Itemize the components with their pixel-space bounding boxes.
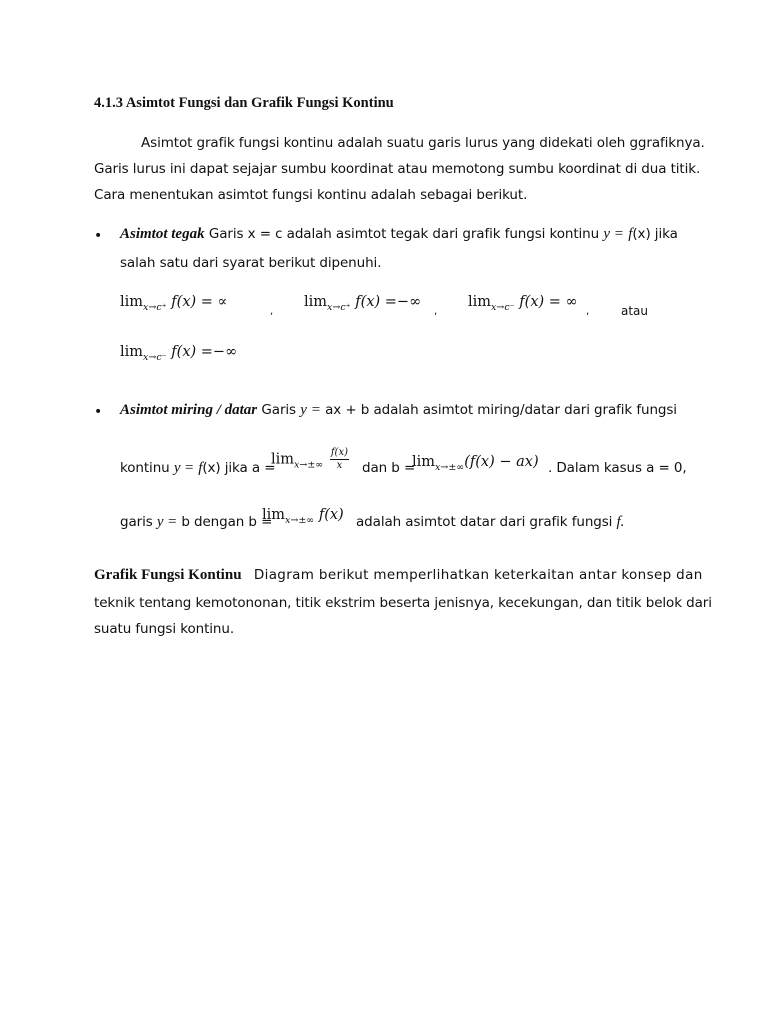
comma-1: , (270, 306, 274, 317)
section-heading: 4.1.3 Asimtot Fungsi dan Grafik Fungsi Kontinu (94, 95, 394, 111)
limit-2: $\lim_{x\to c^+} f(x)$ =−∞ (304, 294, 422, 313)
tegak-term: Asimtot tegak (120, 226, 205, 242)
atau-label: atau (621, 304, 649, 318)
limit-1: $\lim_{x\to c^+} f(x)$ = ∝ (120, 294, 228, 313)
tegak-text: Garis x = c adalah asimtot tegak dari grafik fungsi kontinu (208, 226, 600, 242)
tegak-line-1 (120, 226, 678, 243)
comma-3: , (586, 306, 590, 317)
tegak-x-jika: (x) jika (632, 226, 678, 242)
grafik-line-1: Grafik Fungsi Kontinu Diagram berikut memperlihatkan keterkaitan antar konsep dan (94, 567, 703, 583)
tegak-f: f (628, 226, 633, 242)
comma-2: , (434, 306, 438, 317)
miring-line-1: Asimtot miring / datar Garis y = ax + b adalah asimtot miring/datar dari grafik fungsi (120, 402, 677, 418)
dalam-kasus: . Dalam kasus a = 0, (548, 460, 687, 476)
limit-a: $\lim_{x\to\pm\infty}$ $\frac{f(x)}{x}$ (271, 447, 348, 471)
bullet-tegak: • (94, 228, 103, 244)
limit-b: $\lim_{x\to\pm\infty}(f(x) - ax)$ (412, 454, 539, 473)
grafik-term: Grafik Fungsi Kontinu (94, 567, 242, 583)
dan-b-label: dan b = (362, 460, 416, 476)
limit-c: $\lim_{x\to\pm\infty} f(x)$ (262, 507, 344, 526)
intro-line-3: Cara menentukan asimtot fungsi kontinu adalah sebagai berikut. (94, 187, 528, 203)
intro-line-2: Garis lurus ini dapat sejajar sumbu koordinat atau memotong sumbu koordinat di dua titik. (94, 161, 701, 177)
intro-line-1: Asimtot grafik fungsi kontinu adalah suatu garis lurus yang didekati oleh ggrafiknya. (141, 135, 705, 151)
tegak-y: y = (603, 226, 624, 242)
miring-line-2-start: kontinu y = f(x) jika a = (120, 460, 276, 476)
miring-term: Asimtot miring / datar (120, 402, 258, 418)
miring-line-3-start: garis y = b dengan b = (120, 514, 273, 530)
grafik-line-2: teknik tentang kemotononan, titik ekstrim beserta jenisnya, kecekungan, dan titik belok dari (94, 595, 712, 611)
miring-line-3-end: adalah asimtot datar dari grafik fungsi f. (356, 514, 625, 530)
limit-3: $\lim_{x\to c^-} f(x)$ = ∞ (468, 294, 578, 313)
grafik-line-3: suatu fungsi kontinu. (94, 621, 235, 637)
bullet-miring: • (94, 404, 103, 420)
fraction-fx-over-x: $\frac{f(x)}{x}$ (330, 447, 348, 471)
limit-4: $\lim_{x\to c^-} f(x)$ =−∞ (120, 344, 238, 363)
tegak-line-2: salah satu dari syarat berikut dipenuhi. (120, 255, 382, 271)
